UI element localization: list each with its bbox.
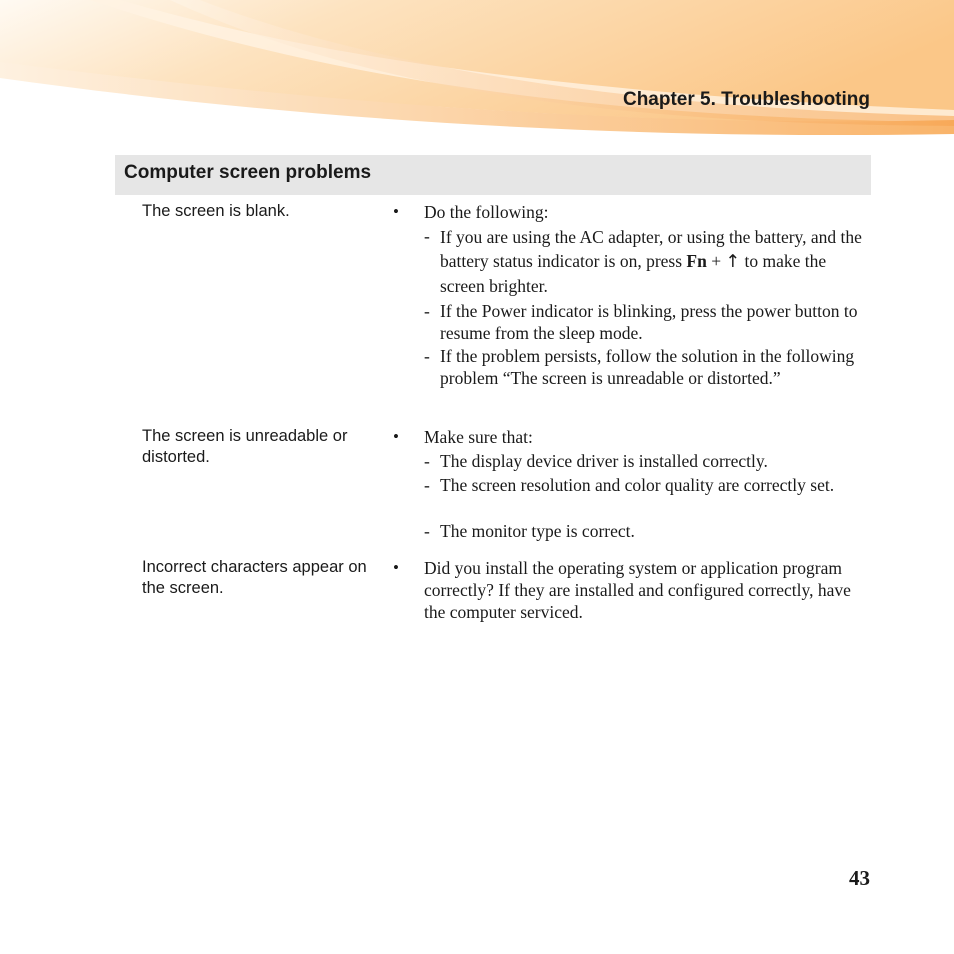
dash: - xyxy=(424,346,430,366)
solution-step xyxy=(424,300,864,344)
problem-screen-unreadable: The screen is unreadable or distorted. xyxy=(142,427,348,466)
solution-step xyxy=(424,225,864,298)
solution-step xyxy=(424,474,864,496)
step-text: The screen resolution and color quality are correctly set. xyxy=(440,475,835,495)
plus-sign: + xyxy=(711,251,722,271)
dash: - xyxy=(424,475,430,495)
bullet: • xyxy=(393,558,399,577)
dash: - xyxy=(424,301,430,321)
solution-step xyxy=(424,450,864,472)
step-text: If you are using the AC adapter, or using the battery, and the battery status indicator is on, press xyxy=(440,227,862,271)
step-text: The monitor type is correct. xyxy=(440,521,635,541)
section-header xyxy=(115,155,871,195)
section-title: Computer screen problems xyxy=(124,162,372,183)
problem-incorrect-characters: Incorrect characters appear on the screen. xyxy=(142,558,367,597)
step-text-end: to make the screen brighter. xyxy=(440,251,827,296)
arrow-up-icon: ↑ xyxy=(725,252,741,272)
page-number: 43 xyxy=(849,866,870,890)
step-text: If the Power indicator is blinking, press the power button to resume from the sleep mode. xyxy=(440,301,858,343)
solution-step xyxy=(424,520,864,542)
step-text: If the problem persists, follow the solution in the following problem “The screen is unreadable or distorted.” xyxy=(440,346,855,388)
fn-key: Fn xyxy=(686,251,707,271)
solution-intro: Make sure that: xyxy=(424,427,533,447)
bullet: • xyxy=(393,427,399,446)
bullet: • xyxy=(393,202,399,221)
problem-screen-blank: The screen is blank. xyxy=(142,202,290,220)
dash: - xyxy=(424,521,430,541)
step-text: The display device driver is installed correctly. xyxy=(440,451,768,471)
header-decoration xyxy=(0,0,954,140)
dash: - xyxy=(424,451,430,471)
solution-step xyxy=(424,345,864,389)
chapter-title: Chapter 5. Troubleshooting xyxy=(622,89,870,110)
solution-intro: Do the following: xyxy=(424,202,549,222)
dash: - xyxy=(424,226,430,246)
solution-intro: Did you install the operating system or application program correctly? If they are installed and configured correctly, have the computer serviced. xyxy=(424,558,851,622)
